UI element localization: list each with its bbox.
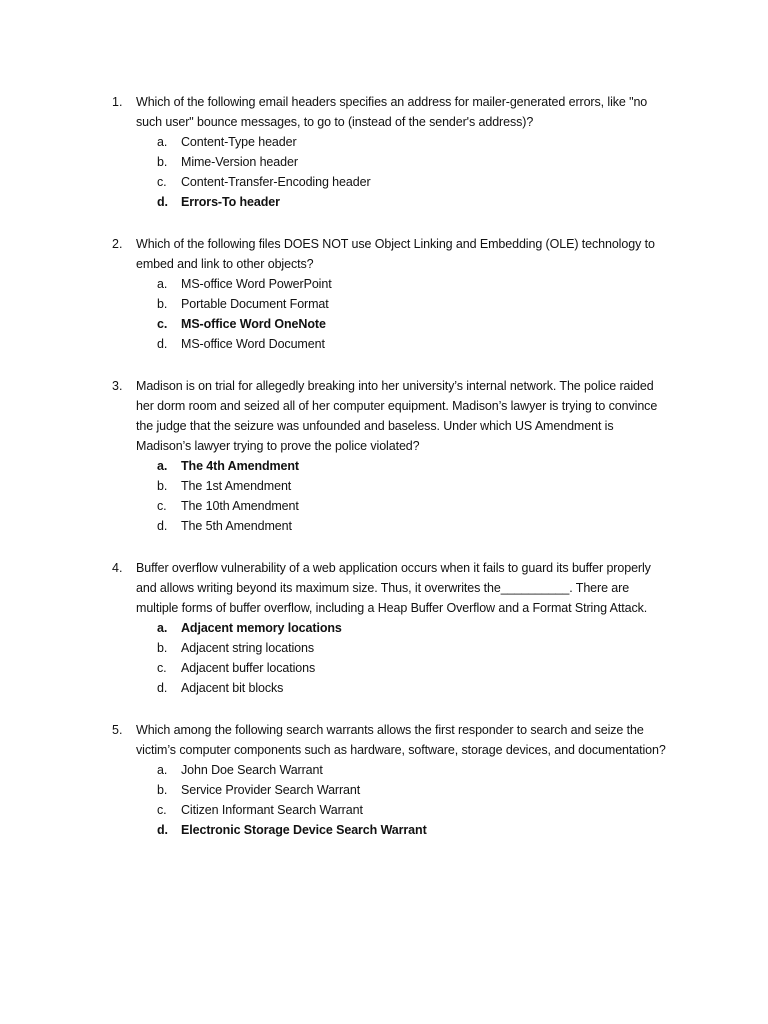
question-4 [112, 558, 672, 698]
option-a [136, 132, 672, 152]
option-c [136, 172, 672, 192]
option-d [136, 516, 672, 536]
option-letter: c. [157, 317, 168, 331]
option-letter: a. [157, 621, 168, 635]
option-letter: a. [157, 135, 168, 149]
option-text: Adjacent string locations [181, 641, 314, 655]
option-c [136, 800, 672, 820]
option-d [136, 820, 672, 840]
question-5 [112, 720, 672, 840]
option-text: Adjacent memory locations [181, 621, 342, 635]
option-text: The 1st Amendment [181, 479, 292, 493]
question-text: Which of the following email headers specifies an address for mailer-generated errors, like "no such user" bounce messages, to go to (instead of the sender's address)? [136, 95, 648, 129]
option-letter: d. [157, 823, 168, 837]
option-a [136, 618, 672, 638]
question-number: 5. [112, 723, 123, 737]
option-letter: c. [157, 175, 167, 189]
option-letter: d. [157, 195, 168, 209]
option-a [136, 760, 672, 780]
option-letter: c. [157, 499, 167, 513]
question-text: Which among the following search warrants allows the first responder to search and seize the victim’s computer components such as hardware, software, storage devices, and documentation? [136, 723, 666, 757]
option-b [136, 294, 672, 314]
option-text: Errors-To header [181, 195, 280, 209]
option-a [136, 274, 672, 294]
question-number: 2. [112, 237, 123, 251]
question-text: Madison is on trial for allegedly breaking into her university’s internal network. The police raided her dorm room and seized all of her computer equipment. Madison’s lawyer is trying to convince the judge that the seizure was unfounded and baseless. Under which US Amendment is Madison’s lawyer trying to prove the police violated? [136, 379, 658, 453]
option-letter: b. [157, 155, 168, 169]
option-letter: c. [157, 803, 167, 817]
question-text: Which of the following files DOES NOT use Object Linking and Embedding (OLE) technology to embed and link to other objects? [136, 237, 655, 271]
question-1 [112, 92, 672, 212]
option-b [136, 152, 672, 172]
option-text: Content-Transfer-Encoding header [181, 175, 371, 189]
option-text: Adjacent bit blocks [181, 681, 284, 695]
option-text: Content-Type header [181, 135, 297, 149]
option-d [136, 192, 672, 212]
option-d [136, 334, 672, 354]
option-b [136, 476, 672, 496]
option-d [136, 678, 672, 698]
question-text: Buffer overflow vulnerability of a web application occurs when it fails to guard its buffer properly and allows writing beyond its maximum size. Thus, it overwrites the__________. There are multiple forms of buffer overflow, including a Heap Buffer Overflow and a Format String Attack. [136, 561, 651, 615]
option-text: Mime-Version header [181, 155, 298, 169]
option-list [136, 618, 672, 698]
option-letter: a. [157, 277, 168, 291]
option-letter: b. [157, 641, 168, 655]
option-letter: a. [157, 763, 168, 777]
option-letter: d. [157, 519, 168, 533]
option-c [136, 314, 672, 334]
option-letter: b. [157, 479, 168, 493]
option-c [136, 658, 672, 678]
question-number: 1. [112, 95, 123, 109]
question-number: 3. [112, 379, 123, 393]
option-list [136, 456, 672, 536]
option-b [136, 780, 672, 800]
option-text: MS-office Word PowerPoint [181, 277, 332, 291]
option-text: The 10th Amendment [181, 499, 299, 513]
option-list [136, 132, 672, 212]
option-letter: a. [157, 459, 168, 473]
option-text: Citizen Informant Search Warrant [181, 803, 363, 817]
option-text: MS-office Word Document [181, 337, 325, 351]
option-c [136, 496, 672, 516]
option-text: Electronic Storage Device Search Warrant [181, 823, 427, 837]
option-a [136, 456, 672, 476]
option-text: Adjacent buffer locations [181, 661, 316, 675]
option-list [136, 274, 672, 354]
option-letter: d. [157, 681, 168, 695]
option-text: Service Provider Search Warrant [181, 783, 361, 797]
option-letter: b. [157, 783, 168, 797]
option-letter: c. [157, 661, 167, 675]
option-text: The 4th Amendment [181, 459, 299, 473]
question-number: 4. [112, 561, 123, 575]
option-text: John Doe Search Warrant [181, 763, 323, 777]
question-2 [112, 234, 672, 354]
option-text: MS-office Word OneNote [181, 317, 326, 331]
option-letter: d. [157, 337, 168, 351]
question-list [112, 92, 672, 862]
option-text: The 5th Amendment [181, 519, 292, 533]
question-3 [112, 376, 672, 536]
option-text: Portable Document Format [181, 297, 329, 311]
option-list [136, 760, 672, 840]
option-b [136, 638, 672, 658]
option-letter: b. [157, 297, 168, 311]
